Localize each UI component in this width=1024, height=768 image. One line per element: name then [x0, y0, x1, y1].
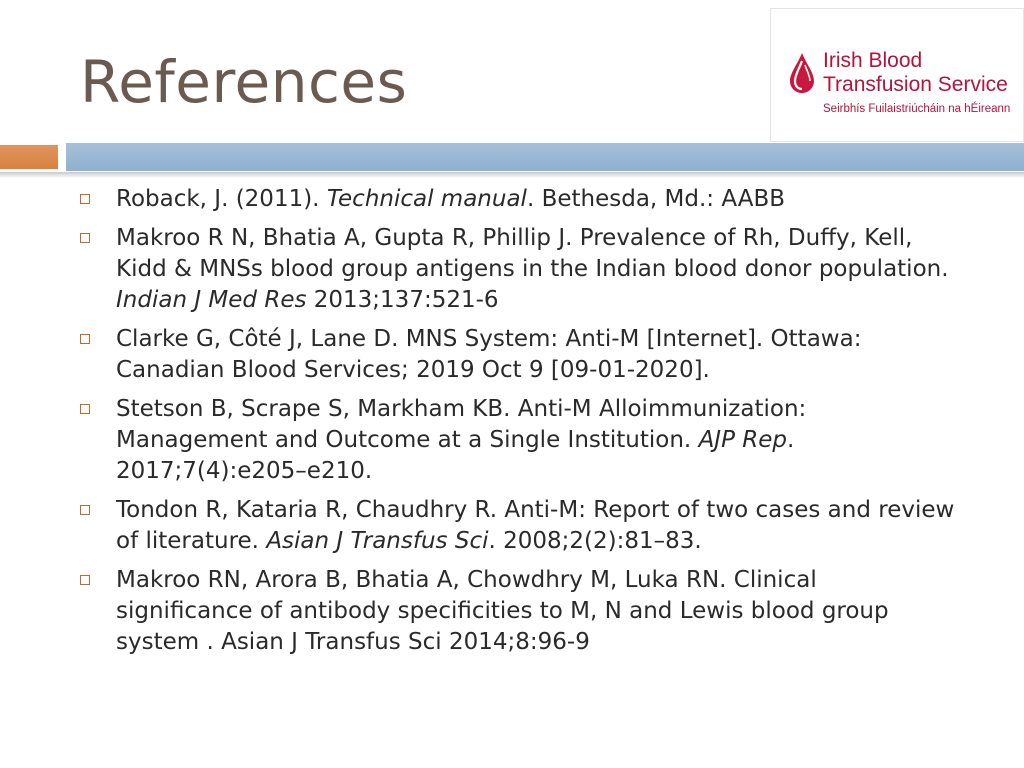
- reference-item: [80, 495, 960, 557]
- reference-item: [80, 184, 960, 215]
- reference-citation: 2013;137:521-6: [306, 287, 499, 313]
- header-band-gap: [58, 140, 66, 172]
- square-bullet-icon: [80, 575, 90, 585]
- reference-text: Tondon R, Kataria R, Chaudhry R. Anti-M: Report of two cases and review of literature.: [116, 497, 955, 554]
- reference-text: Clarke G, Côté J, Lane D. MNS System: Anti-M [Internet]. Ottawa: Canadian Blood Services; 2019 Oct 9 [09-01-2020].: [116, 326, 862, 383]
- reference-text: Makroo R N, Bhatia A, Gupta R, Phillip J. Prevalence of Rh, Duffy, Kell, Kidd & MNSs blood group antigens in the Indian blood donor population.: [116, 225, 949, 282]
- square-bullet-icon: [80, 505, 90, 515]
- blood-drop-icon: [787, 51, 817, 95]
- reference-journal: Technical manual: [326, 186, 527, 212]
- reference-item: [80, 394, 960, 487]
- reference-text: Roback, J. (2011).: [116, 186, 327, 212]
- square-bullet-icon: [80, 233, 90, 243]
- reference-citation: . 2008;2(2):81–83.: [488, 528, 702, 554]
- reference-text: Makroo RN, Arora B, Bhatia A, Chowdhry M, Luka RN. Clinical significance of antibody specificities to M, N and Lewis blood group system . Asian J Transfus Sci 2014;8:96-9: [116, 567, 889, 655]
- reference-citation: . Bethesda, Md.: AABB: [526, 186, 786, 212]
- ibts-logo: [770, 8, 1024, 142]
- reference-text: Stetson B, Scrape S, Markham KB. Anti-M Alloimmunization: Management and Outcome at a Single Institution.: [116, 396, 807, 453]
- reference-item: [80, 324, 960, 386]
- header-band-accent: [0, 145, 58, 169]
- slide-title: References: [80, 48, 408, 116]
- reference-item: [80, 565, 960, 658]
- header-band-shadow: [0, 172, 1024, 178]
- reference-citation: . 2017;7(4):e205–e210.: [116, 427, 795, 484]
- reference-journal: Indian J Med Res: [116, 287, 307, 313]
- header-band: [66, 143, 1024, 171]
- logo-name-line2: Transfusion Service: [823, 73, 1008, 96]
- square-bullet-icon: [80, 334, 90, 344]
- reference-item: [80, 223, 960, 316]
- reference-journal: Asian J Transfus Sci: [266, 528, 489, 554]
- reference-journal: AJP Rep: [698, 427, 787, 453]
- logo-irish-name: Seirbhís Fuilaistriúcháin na hÉireann: [823, 103, 1011, 115]
- logo-name-line1: Irish Blood: [823, 49, 923, 72]
- square-bullet-icon: [80, 194, 90, 204]
- reference-list: [80, 184, 960, 666]
- square-bullet-icon: [80, 404, 90, 414]
